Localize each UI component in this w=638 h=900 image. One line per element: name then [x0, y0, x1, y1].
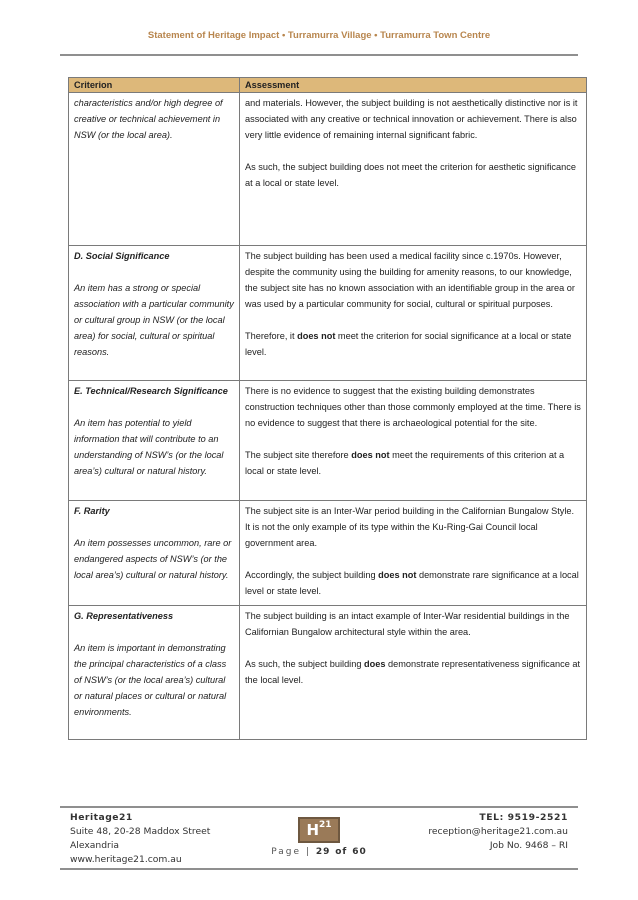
- criterion-description: An item has potential to yield information that will contribute to an understanding of NSW’s (or the local area’s) cultural or natural history.: [74, 418, 224, 476]
- assessment-paragraph: Accordingly, the subject building does not demonstrate rare significance at a local level or state level.: [245, 570, 579, 596]
- criterion-title: D. Social Significance: [74, 251, 170, 261]
- page-total: 60: [352, 847, 367, 857]
- telephone: TEL: 9519-2521: [479, 812, 568, 823]
- table-row: [69, 381, 587, 501]
- job-number: Job No. 9468 – RI: [489, 840, 568, 851]
- heritage-assessment-table: [68, 77, 587, 740]
- emphasis-text: does not: [297, 331, 336, 341]
- assessment-cell: [240, 501, 587, 606]
- assessment-paragraph: The subject site is an Inter-War period building in the Californian Bungalow Style. It is not the only example of its type within the Ku-Ring-Gai Council local government area.: [245, 506, 575, 548]
- table-row: [69, 93, 587, 246]
- criterion-title: F. Rarity: [74, 506, 110, 516]
- company-name: Heritage21: [70, 812, 133, 823]
- footer-divider-bottom: [60, 868, 578, 870]
- assessment-paragraph: The subject building has been used a medical facility since c.1970s. However, despite the community using the building for amenity reasons, to our knowledge, the subject site has no known association with an identifiable group in the area or was used by a particular community for social, cultural or spiritual purposes.: [245, 251, 575, 309]
- assessment-cell: [240, 93, 587, 246]
- criterion-description: An item possesses uncommon, rare or endangered aspects of NSW’s (or the local area’s) cultural or natural history.: [74, 538, 232, 580]
- footer-divider-top: [60, 806, 578, 808]
- criterion-cell: [69, 501, 240, 606]
- page-header-title: Statement of Heritage Impact • Turramurra Village • Turramurra Town Centre: [147, 30, 491, 41]
- assessment-paragraph: There is no evidence to suggest that the existing building demonstrates construction techniques other than those commonly employed at the time. There is no evidence to suggest that there is archaeological potential for the site.: [245, 386, 581, 428]
- email-link[interactable]: reception@heritage21.com.au: [428, 826, 568, 837]
- assessment-paragraph: As such, the subject building does demonstrate representativeness significance at the local level.: [245, 659, 581, 685]
- table-row: [69, 501, 587, 606]
- footer-company-info: [70, 811, 210, 867]
- criterion-cell: [69, 93, 240, 246]
- heritage21-logo: $H^{21}$: [298, 817, 340, 843]
- assessment-cell: [240, 606, 587, 740]
- footer-contact-info: [428, 811, 568, 853]
- emphasis-text: does: [364, 659, 386, 669]
- table-row: [69, 606, 587, 740]
- assessment-paragraph: As such, the subject building does not meet the criterion for aesthetic significance at a local or state level.: [245, 162, 576, 188]
- emphasis-text: does not: [351, 450, 390, 460]
- assessment-paragraph: The subject building is an intact example of Inter-War residential buildings in the Californian Bungalow architectural style within the area.: [245, 611, 570, 637]
- criterion-cell: [69, 381, 240, 501]
- criterion-title: G. Representativeness: [74, 611, 174, 621]
- criterion-title: E. Technical/Research Significance: [74, 386, 228, 396]
- criterion-description: An item has a strong or special association with a particular community or cultural group in NSW (or the local area) for social, cultural or spiritual reasons.: [74, 283, 234, 357]
- criterion-cell: [69, 606, 240, 740]
- criterion-cell: [69, 246, 240, 381]
- table-header-row: [69, 78, 587, 93]
- criterion-description: An item is important in demonstrating the principal characteristics of a class of NSW’s (or the local area’s) cultural or natural places or cultural or natural environments.: [74, 643, 227, 717]
- website-link[interactable]: www.heritage21.com.au: [70, 854, 182, 865]
- column-header-criterion: Criterion: [69, 78, 240, 93]
- assessment-paragraph: The subject site therefore does not meet the requirements of this criterion at a local or state level.: [245, 450, 565, 476]
- emphasis-text: does not: [378, 570, 417, 580]
- address-line: Alexandria: [70, 840, 120, 851]
- address-line: Suite 48, 20-28 Maddox Street: [70, 826, 211, 837]
- table-row: [69, 246, 587, 381]
- page-current: 29: [315, 847, 331, 857]
- column-header-assessment: Assessment: [240, 78, 587, 93]
- criterion-description: characteristics and/or high degree of creative or technical achievement in NSW (or the local area).: [74, 98, 223, 140]
- assessment-cell: [240, 381, 587, 501]
- assessment-paragraph: and materials. However, the subject building is not aesthetically distinctive nor is it associated with any creative or technical innovation or achievement. There is also very little evidence of remaining internal significant fabric.: [245, 98, 578, 140]
- page-number: Page | 29 of 60: [271, 847, 367, 857]
- assessment-cell: [240, 246, 587, 381]
- header-divider: [60, 54, 578, 56]
- assessment-paragraph: Therefore, it does not meet the criterion for social significance at a local or state level.: [245, 331, 572, 357]
